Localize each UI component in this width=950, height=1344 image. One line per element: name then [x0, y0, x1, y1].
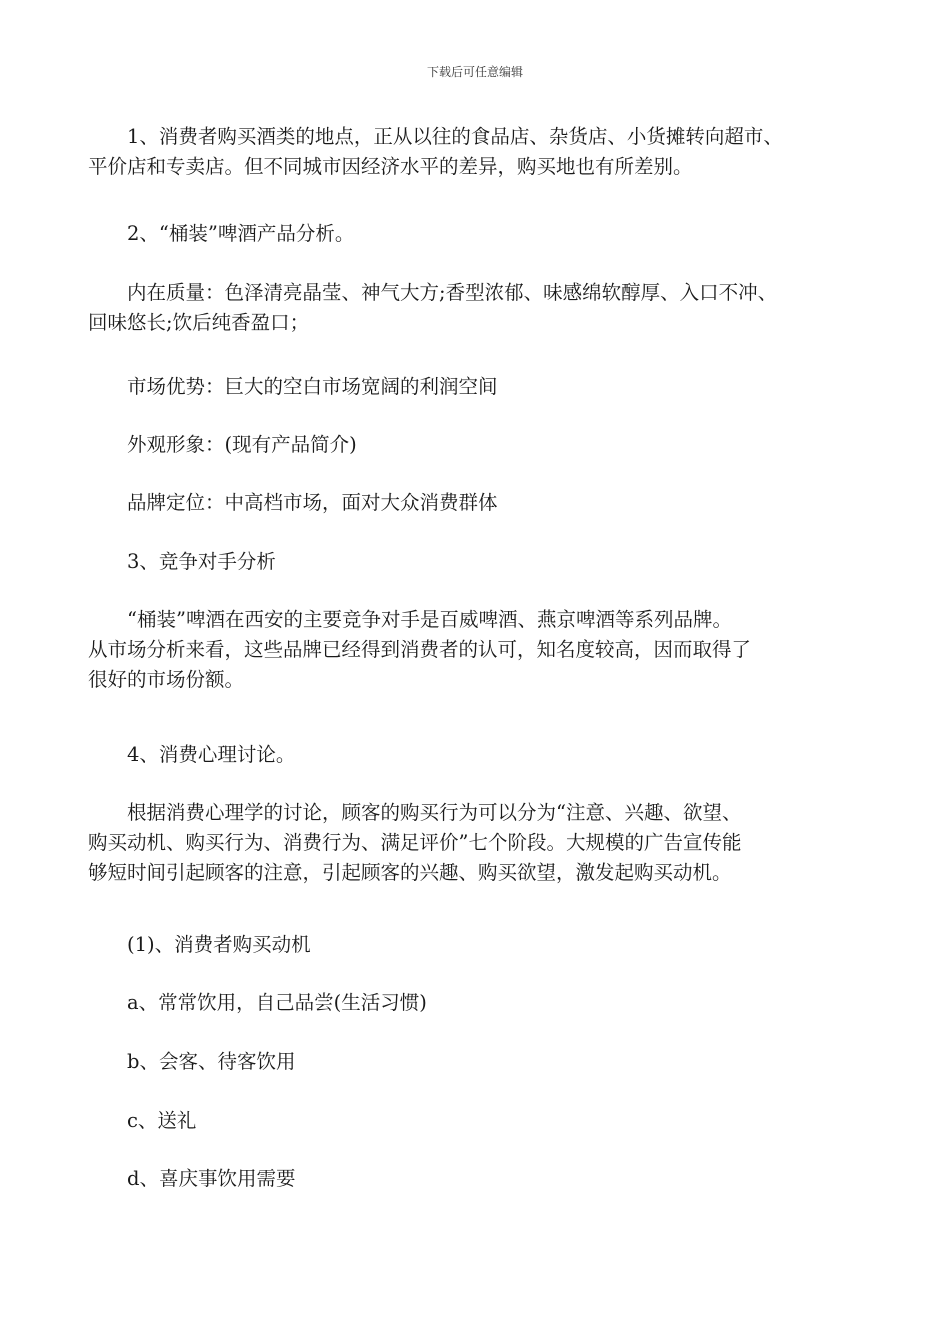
- paragraph-line: 很好的市场份额。: [88, 668, 245, 691]
- paragraph-11: [88, 930, 878, 960]
- paragraph-line: a、常常饮用，自己品尝(生活习惯): [88, 991, 427, 1014]
- paragraph-line: 1、消费者购买酒类的地点，正从以往的食品店、杂货店、小货摊转向超市、: [88, 125, 783, 148]
- paragraph-line: c、送礼: [88, 1109, 197, 1132]
- paragraph-line: 够短时间引起顾客的注意，引起顾客的兴趣、购买欲望，激发起购买动机。: [88, 861, 732, 884]
- paragraph-line: 根据消费心理学的讨论，顾客的购买行为可以分为“注意、兴趣、欲望、: [88, 801, 742, 824]
- paragraph-line: 4、消费心理讨论。: [88, 743, 296, 766]
- paragraph-line: 外观形象：(现有产品简介): [88, 433, 357, 456]
- paragraph-6: [88, 488, 878, 518]
- paragraph-3: [88, 278, 878, 338]
- paragraph-line: “桶装”啤酒在西安的主要竞争对手是百威啤酒、燕京啤酒等系列品牌。: [88, 608, 732, 631]
- paragraph-line: b、会客、待客饮用: [88, 1050, 296, 1073]
- paragraph-line: 从市场分析来看，这些品牌已经得到消费者的认可，知名度较高，因而取得了: [88, 638, 752, 661]
- paragraph-line: 购买动机、购买行为、消费行为、满足评价”七个阶段。大规模的广告宣传能: [88, 831, 742, 854]
- paragraph-line: 3、竞争对手分析: [88, 550, 276, 573]
- paragraph-line: 2、“桶装”啤酒产品分析。: [88, 222, 355, 245]
- paragraph-2: [88, 219, 878, 249]
- page-header: 下载后可任意编辑: [426, 65, 523, 79]
- paragraph-7: [88, 547, 878, 577]
- paragraph-15: [88, 1164, 878, 1194]
- paragraph-9: [88, 740, 878, 770]
- paragraph-line: 平价店和专卖店。但不同城市因经济水平的差异，购买地也有所差别。: [88, 155, 693, 178]
- paragraph-14: [88, 1106, 878, 1136]
- paragraph-line: 市场优势：巨大的空白市场宽阔的利润空间: [88, 375, 498, 398]
- paragraph-line: 回味悠长;饮后纯香盈口；: [88, 311, 310, 334]
- paragraph-line: 品牌定位：中高档市场，面对大众消费群体: [88, 491, 498, 514]
- paragraph-12: [88, 988, 878, 1018]
- paragraph-1: [88, 122, 878, 182]
- paragraph-13: [88, 1047, 878, 1077]
- paragraph-4: [88, 372, 878, 402]
- paragraph-line: (1)、消费者购买动机: [88, 933, 311, 956]
- paragraph-line: d、喜庆事饮用需要: [88, 1167, 296, 1190]
- paragraph-5: [88, 430, 878, 460]
- paragraph-8: [88, 605, 878, 695]
- paragraph-line: 内在质量：色泽清亮晶莹、神气大方;香型浓郁、味感绵软醇厚、入口不冲、: [88, 281, 778, 304]
- paragraph-10: [88, 798, 878, 888]
